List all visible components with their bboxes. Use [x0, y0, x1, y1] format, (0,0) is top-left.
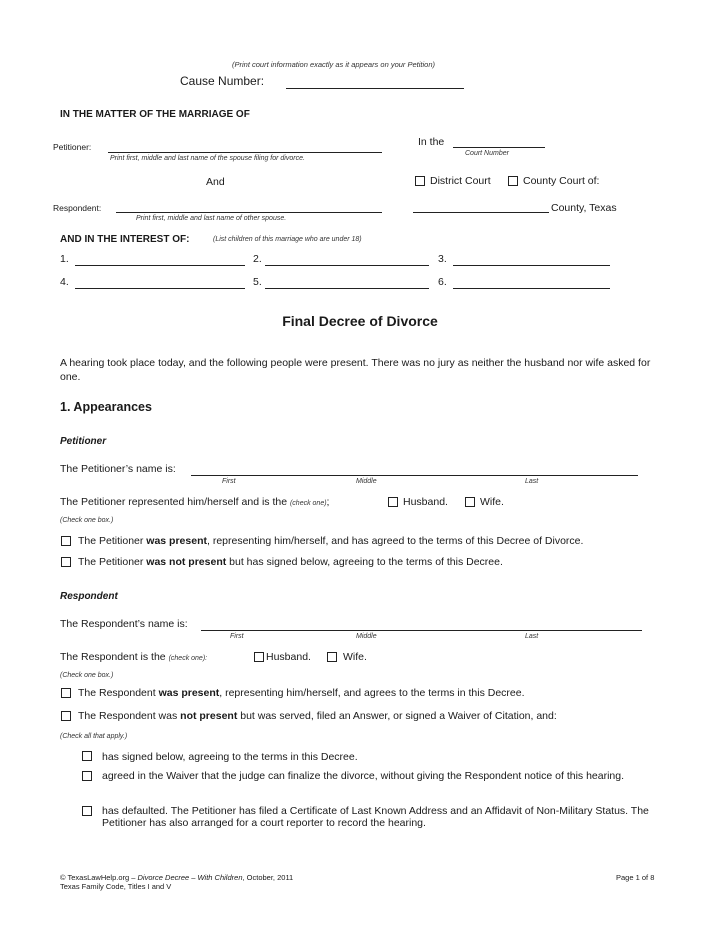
document-title: Final Decree of Divorce: [282, 313, 438, 329]
respondent-hint: Print first, middle and last name of other spouse.: [136, 215, 287, 222]
petitioner-husband-label: Husband.: [403, 496, 448, 508]
respondent-last-hint: Last: [525, 633, 539, 640]
respondent-name-field[interactable]: [116, 212, 382, 213]
respondent-check-one-box: (Check one box.): [60, 672, 114, 679]
footer-text: , October, 2011: [242, 873, 294, 882]
child-name-field-6[interactable]: [453, 288, 610, 289]
appearances-heading: 1. Appearances: [60, 400, 152, 414]
text-segment: but has signed below, agreeing to the terms of this Decree.: [226, 556, 503, 568]
child-number-1: 1.: [60, 253, 69, 265]
petitioner-wife-checkbox[interactable]: [465, 497, 475, 507]
county-texas-label: County, Texas: [551, 202, 617, 214]
page-number: Page 1 of 8: [616, 873, 655, 882]
respondent-check-all: (Check all that apply.): [60, 733, 128, 740]
petitioner-represented-text: [60, 496, 329, 508]
county-name-field[interactable]: [413, 212, 549, 213]
text-segment: , representing him/herself, and has agreed to the terms of this Decree of Divorce.: [207, 535, 584, 547]
petitioner-wife-label: Wife.: [480, 496, 504, 508]
child-name-field-4[interactable]: [75, 288, 245, 289]
respondent-wife-label: Wife.: [343, 651, 367, 663]
respondent-husband-checkbox[interactable]: [254, 652, 264, 662]
child-number-3: 3.: [438, 253, 447, 265]
petitioner-not-present-checkbox[interactable]: [61, 557, 71, 567]
child-name-field-5[interactable]: [265, 288, 429, 289]
text-segment: but was served, filed an Answer, or signed a Waiver of Citation, and:: [237, 710, 557, 722]
respondent-subheading: Respondent: [60, 591, 118, 602]
county-court-label: County Court of:: [523, 175, 600, 187]
petitioner-last-hint: Last: [525, 478, 539, 485]
respondent-present-checkbox[interactable]: [61, 688, 71, 698]
child-number-2: 2.: [253, 253, 262, 265]
respondent-option-waiver: agreed in the Waiver that the judge can finalize the divorce, without giving the Respondent notice of this hearing.: [102, 770, 625, 782]
respondent-option-default: has defaulted. The Petitioner has filed a Certificate of Last Known Address and an Affidavit of Non-Military Status. The Petitioner has also arranged for a court reporter to record the hearing.: [102, 805, 649, 829]
bold-segment: was present: [158, 687, 220, 699]
respondent-default-checkbox[interactable]: [82, 806, 92, 816]
respondent-is-the-text: [60, 651, 207, 663]
text-segment: The Petitioner: [78, 535, 147, 547]
petitioner-full-name-field[interactable]: [191, 475, 638, 476]
petitioner-check-one-box: (Check one box.): [60, 517, 114, 524]
and-label: And: [206, 176, 225, 188]
child-number-6: 6.: [438, 276, 447, 288]
court-number-field[interactable]: [453, 147, 545, 148]
petitioner-present-checkbox[interactable]: [61, 536, 71, 546]
respondent-name-label: The Respondent’s name is:: [60, 618, 188, 630]
petitioner-name-field[interactable]: [108, 152, 382, 153]
bold-segment: was present: [146, 535, 207, 547]
child-name-field-3[interactable]: [453, 265, 610, 266]
colon: ;: [326, 496, 330, 508]
respondent-husband-label: Husband.: [266, 651, 311, 663]
intro-paragraph: A hearing took place today, and the following people were present. There was no jury as neither the husband nor wife asked for one.: [60, 357, 651, 383]
footer-italic-text: Divorce Decree – With Children: [137, 873, 243, 882]
respondent-waiver-checkbox[interactable]: [82, 771, 92, 781]
court-number-hint: Court Number: [465, 150, 509, 157]
cause-number-label: Cause Number:: [180, 74, 265, 88]
petitioner-hint: Print first, middle and last name of the spouse filing for divorce.: [110, 155, 305, 162]
text-segment: , representing him/herself, and agrees to the terms in this Decree.: [219, 687, 525, 699]
petitioner-present-text: [78, 535, 583, 547]
petitioner-middle-hint: Middle: [356, 478, 377, 485]
child-name-field-2[interactable]: [265, 265, 429, 266]
interest-heading: AND IN THE INTEREST OF:: [60, 234, 190, 245]
county-court-checkbox[interactable]: [508, 176, 518, 186]
petitioner-check-one: (check one): [289, 500, 327, 507]
petitioner-not-present-text: [78, 556, 503, 568]
child-number-5: 5.: [253, 276, 262, 288]
district-court-checkbox[interactable]: [415, 176, 425, 186]
text-segment: The Respondent: [78, 687, 159, 699]
respondent-option-signed: has signed below, agreeing to the terms in this Decree.: [102, 751, 358, 763]
bold-segment: not present: [180, 710, 238, 722]
petitioner-label: Petitioner:: [53, 142, 92, 152]
cause-number-field[interactable]: [286, 88, 464, 89]
footer-text: © TexasLawHelp.org –: [60, 873, 138, 882]
respondent-label: Respondent:: [53, 203, 102, 213]
footer-copyright: [60, 873, 293, 882]
respondent-first-hint: First: [230, 633, 244, 640]
petitioner-first-hint: First: [222, 478, 236, 485]
petitioner-husband-checkbox[interactable]: [388, 497, 398, 507]
child-name-field-1[interactable]: [75, 265, 245, 266]
in-the-label: In the: [418, 136, 445, 148]
respondent-not-present-checkbox[interactable]: [61, 711, 71, 721]
respondent-not-present-text: [78, 710, 557, 722]
respondent-check-one: (check one):: [168, 655, 208, 662]
matter-heading: IN THE MATTER OF THE MARRIAGE OF: [60, 109, 250, 120]
respondent-signed-below-checkbox[interactable]: [82, 751, 92, 761]
respondent-wife-checkbox[interactable]: [327, 652, 337, 662]
interest-hint: (List children of this marriage who are under 18): [213, 236, 362, 243]
respondent-present-text: [78, 687, 525, 699]
text-segment: The Petitioner: [78, 556, 147, 568]
child-number-4: 4.: [60, 276, 69, 288]
text-segment: The Respondent was: [78, 710, 181, 722]
footer-code: Texas Family Code, Titles I and V: [60, 882, 172, 891]
district-court-label: District Court: [430, 175, 491, 187]
bold-segment: was not present: [146, 556, 227, 568]
petitioner-represented-label: The Petitioner represented him/herself and is the: [60, 496, 288, 508]
respondent-middle-hint: Middle: [356, 633, 377, 640]
petitioner-subheading: Petitioner: [60, 436, 107, 447]
print-court-note: (Print court information exactly as it appears on your Petition): [232, 60, 436, 69]
petitioner-name-label: The Petitioner’s name is:: [60, 463, 176, 475]
respondent-is-the-label: The Respondent is the: [60, 651, 166, 663]
respondent-full-name-field[interactable]: [201, 630, 642, 631]
